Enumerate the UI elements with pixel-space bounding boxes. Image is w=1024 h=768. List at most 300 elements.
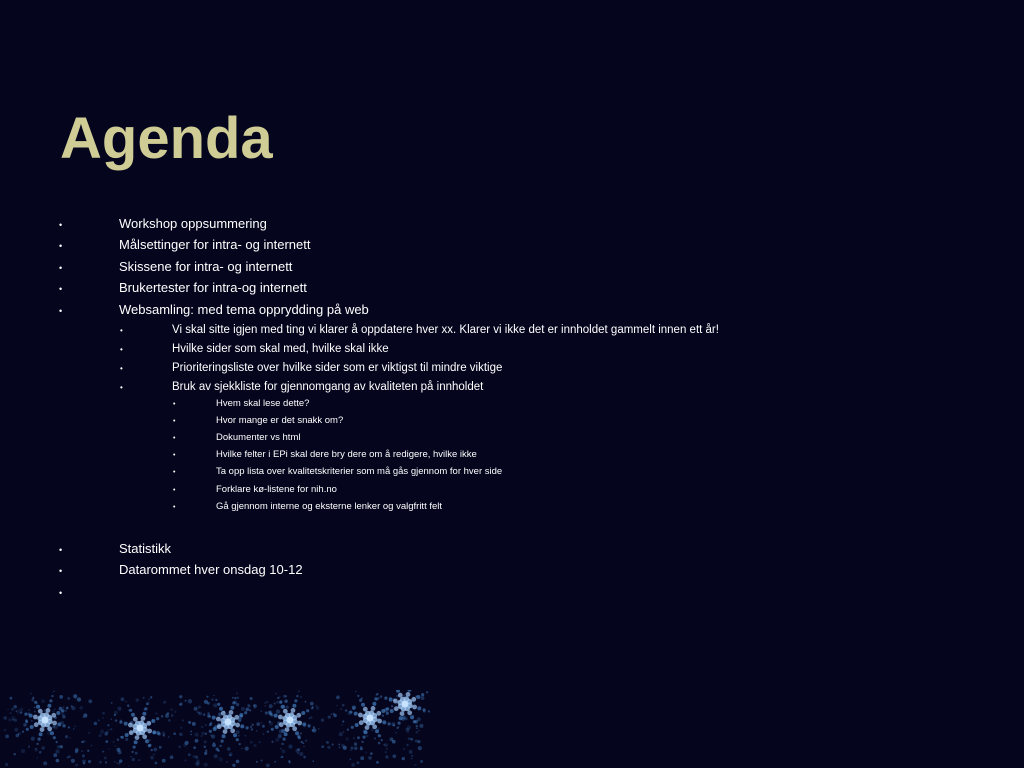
decor-dot — [204, 763, 208, 767]
decor-dot — [192, 722, 196, 726]
sub-sub-list-item-text: Hvilke felter i EPi skal dere bry dere om å redigere, hvilke ikke — [216, 449, 477, 460]
sub-sub-list-item — [173, 398, 310, 410]
decor-dot — [68, 726, 70, 728]
decor-dot — [105, 761, 107, 763]
decor-dot — [71, 759, 75, 763]
decor-dot — [63, 724, 66, 727]
decor-dot — [207, 712, 210, 715]
decor-dot — [102, 751, 104, 753]
list-item — [59, 302, 369, 318]
decor-dot — [11, 708, 14, 711]
decor-dot — [36, 705, 40, 709]
decor-dot — [190, 734, 192, 736]
decor-dot — [57, 722, 61, 726]
decor-dot — [104, 756, 107, 759]
decor-dot — [226, 761, 228, 763]
decor-dot — [129, 730, 134, 735]
decor-dot — [111, 718, 113, 720]
decor-dot — [39, 732, 43, 736]
decor-dot — [386, 707, 389, 710]
decor-dot — [358, 713, 363, 718]
decor-dot — [59, 695, 63, 699]
decor-dot — [128, 723, 133, 728]
decor-dot — [36, 757, 38, 759]
decor-dot — [276, 701, 279, 704]
decor-dot — [28, 709, 30, 711]
decor-dot — [12, 719, 14, 721]
decor-dot — [396, 703, 398, 705]
decor-dot — [14, 718, 17, 721]
decor-dot — [47, 704, 51, 708]
decor-dot — [376, 694, 378, 696]
decor-dot — [144, 707, 147, 710]
bullet-icon: • — [59, 306, 63, 316]
decor-dot — [396, 727, 398, 729]
decor-dot — [297, 721, 302, 726]
decor-dot — [34, 722, 39, 727]
list-item — [59, 541, 172, 557]
decor-dot — [253, 704, 255, 706]
decor-dot — [364, 730, 368, 734]
decor-dot — [102, 712, 105, 715]
decor-dot — [415, 731, 418, 734]
decor-dot — [299, 752, 303, 756]
decor-dot — [39, 751, 42, 754]
decor-dot — [260, 722, 262, 724]
decor-dot — [47, 726, 52, 731]
decor-dot — [36, 743, 38, 745]
decor-dot — [49, 699, 52, 702]
bullet-icon: • — [173, 487, 176, 494]
decor-dot — [66, 707, 68, 709]
decor-dot — [407, 710, 412, 715]
decor-dot — [61, 712, 65, 716]
decor-dot — [321, 745, 324, 748]
decor-dot — [426, 691, 428, 693]
decor-dot — [350, 750, 352, 752]
decor-dot — [113, 741, 115, 743]
decor-dot — [54, 708, 56, 710]
decor-dot — [245, 735, 247, 737]
decor-dot — [411, 697, 416, 702]
decor-dot — [295, 749, 299, 753]
decor-dot — [288, 761, 290, 763]
decor-dot — [300, 696, 302, 698]
decor-dot — [168, 719, 171, 722]
decor-dot — [31, 737, 35, 741]
decor-dot — [264, 702, 266, 704]
decor-dot — [389, 698, 393, 702]
decor-dot — [280, 748, 282, 750]
bullet-icon: • — [173, 435, 176, 442]
decor-dot — [278, 715, 283, 720]
decor-dot — [204, 700, 208, 704]
bullet-icon: • — [120, 326, 123, 335]
decor-dot — [184, 759, 186, 761]
list-item-text: Workshop oppsummering — [119, 216, 267, 231]
decor-dot — [266, 763, 270, 767]
decor-dot — [246, 726, 249, 729]
decor-dot — [174, 710, 177, 713]
decor-dot — [241, 707, 245, 711]
decor-dot — [386, 712, 389, 715]
decor-dot — [152, 730, 156, 734]
decor-dot — [295, 731, 299, 735]
decor-dot — [204, 752, 207, 755]
list-item — [59, 216, 267, 232]
decor-dot — [403, 748, 405, 750]
decor-dot — [218, 750, 220, 752]
decor-dot — [328, 715, 331, 718]
decor-dot — [53, 736, 56, 739]
decor-dot — [378, 717, 380, 719]
decor-dot — [222, 734, 226, 738]
decor-dot — [336, 705, 338, 707]
decor-dot — [22, 731, 24, 733]
bullet-icon: • — [173, 469, 176, 476]
decor-dot — [305, 701, 307, 703]
sub-list-item-text: Hvilke sider som skal med, hvilke skal ikke — [172, 343, 389, 355]
decor-dot — [133, 746, 136, 749]
decor-dot — [313, 726, 315, 728]
decor-dot — [418, 746, 422, 750]
decor-dot — [269, 713, 272, 716]
decor-dot — [201, 732, 205, 736]
decor-dot — [402, 701, 409, 708]
decor-dot — [277, 697, 279, 699]
decor-dot — [73, 728, 75, 730]
decor-dot — [354, 742, 357, 745]
decor-dot — [207, 715, 210, 718]
decor-dot — [327, 746, 329, 748]
decor-dot — [118, 707, 122, 711]
decor-dot — [330, 713, 332, 715]
decor-dot — [145, 739, 149, 743]
decor-dot — [281, 743, 283, 745]
decor-dot — [298, 736, 301, 739]
decor-dot — [392, 754, 396, 758]
decor-dot — [415, 740, 418, 743]
decor-dot — [155, 762, 158, 765]
bullet-icon: • — [120, 364, 123, 373]
decor-dot — [271, 728, 274, 731]
decor-dot — [214, 754, 218, 758]
decor-dot — [398, 693, 403, 698]
decor-dot — [351, 726, 354, 729]
decor-dot — [166, 713, 168, 715]
decor-dot — [312, 728, 316, 732]
decor-dot — [134, 740, 138, 744]
decor-dot — [83, 713, 87, 717]
bullet-icon: • — [59, 220, 63, 230]
decor-dot — [316, 706, 320, 710]
decor-dot — [263, 733, 265, 735]
decor-dot — [69, 737, 71, 739]
decor-dot — [365, 752, 367, 754]
decor-dot — [94, 722, 98, 726]
decor-dot — [146, 721, 151, 726]
decor-dot — [367, 715, 374, 722]
decor-dot — [365, 725, 370, 730]
decor-dot — [395, 732, 397, 734]
decor-dot — [121, 736, 124, 739]
decor-dot — [265, 711, 267, 713]
list-item-text: Websamling: med tema opprydding på web — [119, 302, 369, 317]
sub-list-item — [120, 361, 503, 375]
decor-dot — [108, 748, 110, 750]
decor-dot — [115, 719, 117, 721]
decor-dot — [275, 725, 279, 729]
decor-dot — [38, 709, 43, 714]
decor-dot — [34, 706, 36, 708]
decor-dot — [127, 705, 129, 707]
decor-dot — [146, 703, 148, 705]
decor-dot — [351, 763, 355, 767]
decor-dot — [135, 752, 138, 755]
decor-dot — [143, 697, 145, 699]
decor-dot — [414, 764, 416, 766]
decor-dot — [133, 717, 138, 722]
bullet-icon: • — [59, 566, 63, 576]
decor-dot — [408, 737, 411, 740]
sub-list-item-text: Vi skal sitte igjen med ting vi klarer å oppdatere hver xx. Klarer vi ikke det er innholdet gammelt innen ett år! — [172, 324, 719, 336]
decor-dot — [232, 697, 234, 699]
decor-dot — [132, 758, 135, 761]
decor-dot — [236, 693, 238, 695]
decor-dot — [292, 704, 296, 708]
decor-dot — [410, 738, 413, 741]
decor-dot — [366, 735, 368, 737]
decor-dot — [24, 713, 27, 716]
decor-dot — [383, 744, 385, 746]
decor-dot — [283, 695, 286, 698]
decor-dot — [201, 735, 203, 737]
decor-dot — [266, 701, 269, 704]
decor-dot — [233, 733, 237, 737]
decor-dot — [52, 721, 57, 726]
decor-dot — [239, 713, 243, 717]
decor-dot — [256, 722, 260, 726]
decor-dot — [276, 709, 280, 713]
decor-dot — [99, 734, 102, 737]
decor-dot — [316, 705, 318, 707]
decor-dot — [63, 706, 65, 708]
decor-dot — [23, 723, 27, 727]
decor-dot — [232, 764, 235, 767]
decor-dot — [114, 761, 116, 763]
decor-dot — [274, 714, 278, 718]
decor-dot — [52, 710, 54, 712]
decor-dot — [370, 752, 373, 755]
decor-dot — [142, 712, 146, 716]
decor-dot — [291, 708, 296, 713]
decor-dot — [102, 717, 104, 719]
decor-dot — [163, 701, 166, 704]
decor-dot — [347, 729, 349, 731]
decor-dot — [236, 738, 239, 741]
decor-dot — [378, 742, 381, 745]
decor-dot — [26, 728, 29, 731]
decor-dot — [336, 695, 340, 699]
decor-dot — [376, 711, 381, 716]
decor-dot — [412, 705, 417, 710]
decor-dot — [5, 763, 8, 766]
decor-dot — [203, 713, 205, 715]
decor-dot — [53, 753, 57, 757]
decor-dot — [342, 704, 345, 707]
decor-dot — [287, 717, 294, 724]
decor-dot — [423, 708, 426, 711]
decor-dot — [310, 702, 314, 706]
decor-dot — [300, 733, 302, 735]
decor-dot — [345, 709, 347, 711]
bullet-icon: • — [173, 401, 176, 408]
decor-dot — [51, 713, 56, 718]
decor-dot — [201, 726, 204, 729]
decor-dot — [410, 757, 412, 759]
decor-dot — [88, 699, 92, 703]
decor-dot — [117, 739, 119, 741]
decor-dot — [292, 726, 297, 731]
decor-dot — [357, 695, 359, 697]
decor-dot — [419, 724, 423, 728]
decor-dot — [251, 724, 253, 726]
decor-dot — [359, 720, 364, 725]
decor-dot — [393, 724, 395, 726]
decor-dot — [34, 710, 36, 712]
decor-dot — [170, 708, 173, 711]
sub-sub-list-item — [173, 415, 344, 427]
decor-dot — [413, 720, 416, 723]
decor-dot — [118, 762, 121, 765]
decor-dot — [284, 700, 287, 703]
decor-dot — [75, 764, 78, 767]
decor-dot — [359, 699, 362, 702]
decor-dot — [125, 738, 128, 741]
decor-dot — [338, 747, 340, 749]
decor-dot — [150, 756, 154, 760]
decor-dot — [363, 736, 366, 739]
decor-dot — [33, 715, 38, 720]
decor-dot — [100, 730, 104, 734]
decor-dot — [7, 709, 9, 711]
decor-dot — [354, 712, 358, 716]
decor-dot — [185, 700, 187, 702]
decor-dot — [303, 746, 305, 748]
decor-dot — [138, 759, 140, 761]
decor-dot — [392, 740, 396, 744]
decor-dot — [41, 746, 45, 750]
decor-dot — [217, 703, 220, 706]
decor-dot — [388, 722, 391, 725]
decor-dot — [111, 728, 113, 730]
list-item-text: Skissene for intra- og internett — [119, 259, 293, 274]
decor-dot — [31, 720, 33, 722]
decor-dot — [163, 734, 165, 736]
decor-dot — [131, 713, 135, 717]
decor-dot — [219, 745, 221, 747]
decor-dot — [180, 726, 183, 729]
sub-list-item-text: Prioriteringsliste over hvilke sider som er viktigst til mindre viktige — [172, 362, 503, 374]
decor-dot — [125, 701, 127, 703]
list-item — [59, 280, 307, 296]
decor-dot — [114, 714, 116, 716]
list-item-text: Målsettinger for intra- og internett — [119, 237, 311, 252]
decor-dot — [382, 720, 386, 724]
decor-dot — [221, 711, 226, 716]
decor-dot — [10, 712, 12, 714]
decor-dot — [205, 749, 208, 752]
decor-dot — [150, 696, 152, 698]
decor-dot — [420, 760, 423, 763]
decor-dot — [216, 717, 221, 722]
decor-dot — [65, 735, 68, 738]
decor-dot — [141, 716, 146, 721]
decor-dot — [199, 712, 201, 714]
decor-dot — [381, 709, 385, 713]
decor-dot — [213, 703, 217, 707]
decor-dot — [394, 706, 399, 711]
decor-dot — [332, 743, 334, 745]
decor-dot — [240, 724, 244, 728]
decor-dot — [261, 760, 263, 762]
decor-dot — [88, 760, 91, 763]
decor-dot — [5, 735, 9, 739]
decor-dot — [75, 748, 79, 752]
decor-dot — [13, 753, 15, 755]
decor-dot — [341, 744, 344, 747]
decor-dot — [183, 743, 187, 747]
decor-dot — [148, 744, 151, 747]
decor-dot — [56, 759, 60, 763]
decor-dot — [283, 738, 286, 741]
decor-dot — [171, 713, 174, 716]
decor-dot — [219, 707, 223, 711]
decor-dot — [234, 715, 239, 720]
decor-dot — [238, 735, 240, 737]
decor-dot — [236, 730, 240, 734]
decor-dot — [81, 750, 83, 752]
decor-dot — [368, 756, 372, 760]
decor-dot — [212, 716, 216, 720]
decor-dot — [182, 719, 184, 721]
decor-dot — [158, 732, 161, 735]
decor-dot — [34, 701, 37, 704]
decor-dot — [237, 696, 240, 699]
decor-dot — [303, 756, 306, 759]
decor-dot — [111, 702, 113, 704]
decor-dot — [306, 709, 309, 712]
decor-dot — [10, 697, 13, 700]
decor-dot — [46, 708, 51, 713]
decor-dot — [173, 732, 176, 735]
dotted-star-decoration — [0, 690, 430, 768]
decor-dot — [398, 722, 401, 725]
decor-dot — [275, 693, 277, 695]
decor-dot — [168, 736, 170, 738]
list-item-text: Statistikk — [119, 541, 172, 556]
decor-dot — [41, 699, 45, 703]
bullet-icon: • — [59, 263, 63, 273]
decor-dot — [223, 729, 228, 734]
decor-dot — [40, 727, 45, 732]
decor-dot — [250, 697, 253, 700]
decor-dot — [31, 699, 34, 702]
decor-dot — [209, 730, 212, 733]
decor-dot — [251, 728, 253, 730]
decor-dot — [82, 741, 84, 743]
decor-dot — [262, 725, 265, 728]
